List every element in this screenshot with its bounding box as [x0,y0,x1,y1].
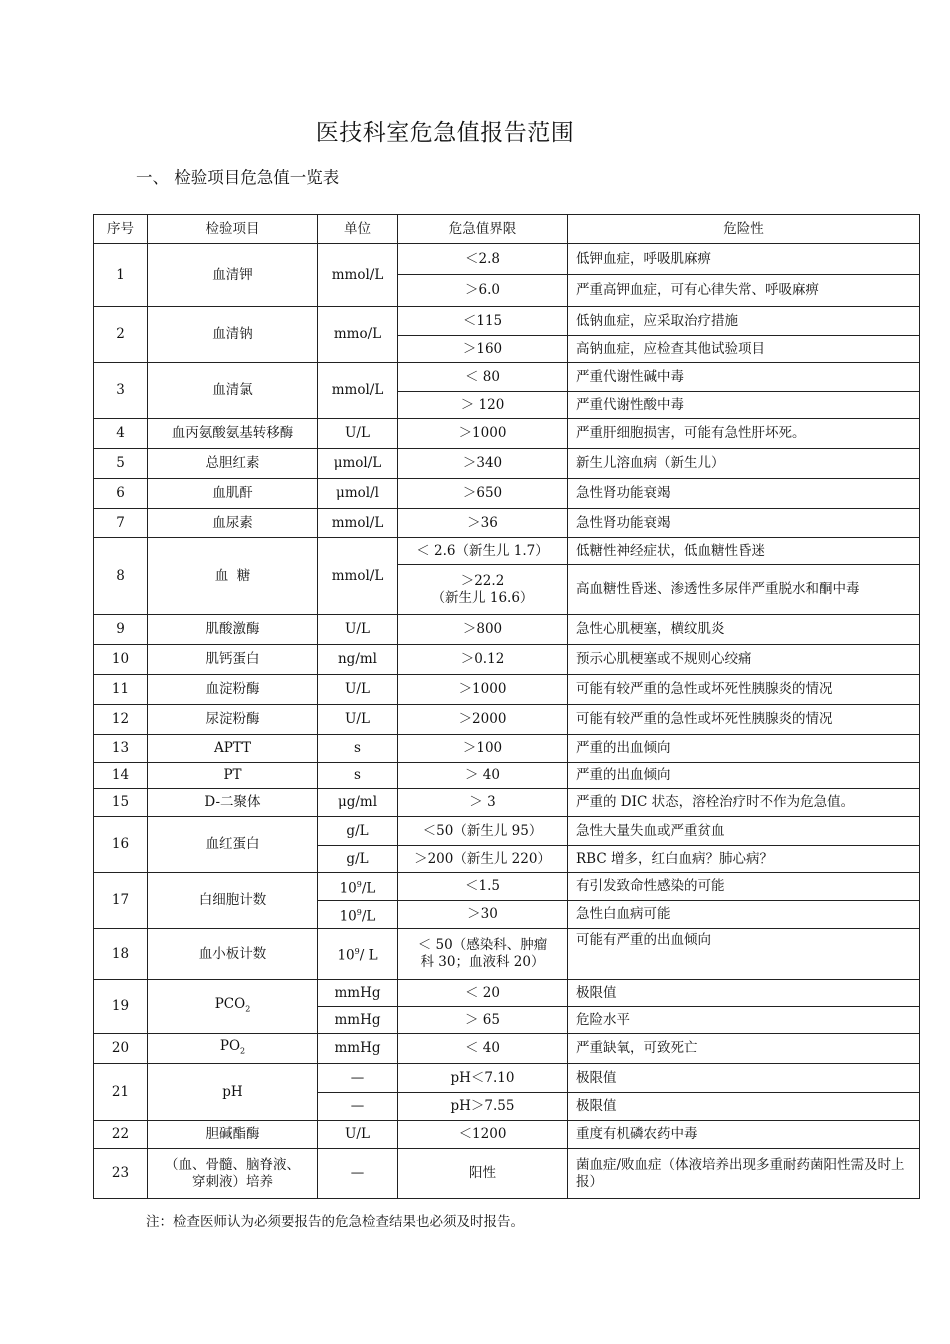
table-row [94,763,920,789]
row-danger: 严重代谢性碱中毒 [568,363,920,392]
row-danger: 高血糖性昏迷、渗透性多尿伴严重脱水和酮中毒 [568,565,920,615]
row-no: 7 [94,509,148,538]
row-limit: ＞100 [398,735,568,763]
row-no: 15 [94,789,148,817]
row-limit: ＜ 80 [398,363,568,392]
row-unit: mmHg [318,980,398,1007]
row-item: 胆碱酯酶 [148,1121,318,1149]
row-danger: 低钾血症，呼吸肌麻痹 [568,244,920,275]
row-unit: g/L [318,846,398,873]
row-item: 血红蛋白 [148,817,318,873]
footnote: 注：检查医师认为必须要报告的危急检查结果也必须及时报告。 [146,1214,524,1230]
row-no: 9 [94,615,148,645]
row-limit: ＜ 40 [398,1034,568,1064]
row-item: 血肌酐 [148,479,318,509]
row-limit: ＞1000 [398,675,568,705]
header-unit: 单位 [318,215,398,244]
critical-values-table [93,214,920,1199]
row-danger: 高钠血症，应检查其他试验项目 [568,336,920,363]
row-item: 血尿素 [148,509,318,538]
row-unit: U/L [318,615,398,645]
row-item: D-二聚体 [148,789,318,817]
row-no: 10 [94,645,148,675]
row-danger: 重度有机磷农药中毒 [568,1121,920,1149]
row-unit: U/L [318,419,398,449]
row-danger: 可能有严重的出血倾向 [568,929,920,980]
row-no: 17 [94,873,148,929]
row-item: PT [148,763,318,789]
row-item: 血清氯 [148,363,318,419]
row-item: APTT [148,735,318,763]
row-no: 6 [94,479,148,509]
row-limit: ＞800 [398,615,568,645]
row-limit: ＞ 3 [398,789,568,817]
table-row [94,479,920,509]
table-row [94,735,920,763]
row-unit: s [318,763,398,789]
limit-line: 科 30；血液科 20） [420,954,545,970]
header-item: 检验项目 [148,215,318,244]
row-limit: ＞ 40 [398,763,568,789]
table-row [94,244,920,275]
row-no: 22 [94,1121,148,1149]
table-row [94,1034,920,1064]
row-danger: 极限值 [568,1093,920,1121]
row-unit: mmol/L [318,363,398,419]
row-unit: mmol/L [318,509,398,538]
section-heading: 一、 检验项目危急值一览表 [136,168,340,187]
row-no: 3 [94,363,148,419]
table-row [94,675,920,705]
limit-line: ＜ 50（感染科、肿瘤 [417,937,548,953]
row-unit: mmol/L [318,538,398,615]
row-limit: pH＞7.55 [398,1093,568,1121]
row-no: 5 [94,449,148,479]
row-item: 血清钾 [148,244,318,307]
row-danger: 急性白血病可能 [568,901,920,929]
row-limit: ＞160 [398,336,568,363]
row-danger: RBC 增多，红白血病？肺心病？ [568,846,920,873]
table-row [94,615,920,645]
row-no: 4 [94,419,148,449]
table-row [94,1121,920,1149]
row-limit: ＞ 120 [398,392,568,419]
table-row [94,645,920,675]
row-danger: 危险水平 [568,1007,920,1034]
row-no: 1 [94,244,148,307]
table-row [94,509,920,538]
row-no: 21 [94,1064,148,1121]
row-limit: ＞200（新生儿 220） [398,846,568,873]
row-danger: 极限值 [568,1064,920,1093]
item-line: 穿刺液）培养 [192,1173,273,1190]
row-limit: ＜2.8 [398,244,568,275]
row-item: 血丙氨酸氨基转移酶 [148,419,318,449]
row-limit: ＞30 [398,901,568,929]
table-row [94,705,920,735]
row-danger: 可能有较严重的急性或坏死性胰腺炎的情况 [568,705,920,735]
table-row [94,929,920,980]
row-unit: g/L [318,817,398,846]
limit-line: （新生儿 16.6） [431,589,534,606]
row-limit: ＜ 2.6（新生儿 1.7） [398,538,568,565]
table-row [94,363,920,392]
table-row [94,980,920,1007]
table-header-row [94,215,920,244]
row-limit: ＞ 65 [398,1007,568,1034]
row-no: 14 [94,763,148,789]
row-no: 20 [94,1034,148,1064]
row-no: 13 [94,735,148,763]
row-danger: 菌血症/败血症（体液培养出现多重耐药菌阳性需及时上报） [568,1149,920,1199]
row-unit: $10^9/L$ [318,873,398,901]
row-no: 2 [94,307,148,363]
row-unit: μg/ml [318,789,398,817]
row-danger: 严重肝细胞损害，可能有急性肝坏死。 [568,419,920,449]
row-no: 16 [94,817,148,873]
row-danger: 低糖性神经症状，低血糖性昏迷 [568,538,920,565]
row-danger: 有引发致命性感染的可能 [568,873,920,901]
row-unit: mmo/L [318,307,398,363]
table-row [94,817,920,846]
table-row [94,1149,920,1199]
table-row [94,873,920,901]
row-danger: 严重的出血倾向 [568,763,920,789]
row-danger: 严重代谢性酸中毒 [568,392,920,419]
row-limit [398,565,568,615]
row-item: 肌酸激酶 [148,615,318,645]
row-limit: ＞2000 [398,705,568,735]
row-danger: 严重缺氧，可致死亡 [568,1034,920,1064]
row-unit: mmHg [318,1034,398,1064]
row-unit: mmHg [318,1007,398,1034]
row-unit: ng/ml [318,645,398,675]
row-unit: s [318,735,398,763]
row-danger: 急性肾功能衰竭 [568,479,920,509]
row-danger: 严重高钾血症，可有心律失常、呼吸麻痹 [568,275,920,307]
row-item: $PO_2$ [148,1034,318,1064]
row-limit: ＜1.5 [398,873,568,901]
table-row [94,1064,920,1093]
row-no: 23 [94,1149,148,1199]
row-unit: — [318,1064,398,1093]
row-item: 总胆红素 [148,449,318,479]
row-danger: 急性心肌梗塞，横纹肌炎 [568,615,920,645]
row-limit: ＞36 [398,509,568,538]
row-item: 血清钠 [148,307,318,363]
row-no: 18 [94,929,148,980]
row-unit: — [318,1149,398,1199]
table-row [94,419,920,449]
row-unit: U/L [318,675,398,705]
row-limit: pH＜7.10 [398,1064,568,1093]
row-limit: ＞340 [398,449,568,479]
row-item: 尿淀粉酶 [148,705,318,735]
row-item [148,1149,318,1199]
row-limit: ＜1200 [398,1121,568,1149]
header-limit: 危急值界限 [398,215,568,244]
item-line: （血、骨髓、脑脊液、 [165,1156,300,1173]
row-unit: U/L [318,705,398,735]
row-limit: ＞0.12 [398,645,568,675]
limit-line: ＞22.2 [460,572,505,589]
row-limit: ＞6.0 [398,275,568,307]
row-unit: μmol/L [318,449,398,479]
row-limit: ＜ 20 [398,980,568,1007]
row-limit: ＜50（新生儿 95） [398,817,568,846]
row-unit: $10^9/$ L [318,929,398,980]
row-no: 8 [94,538,148,615]
row-item: 白细胞计数 [148,873,318,929]
row-unit: mmol/L [318,244,398,307]
row-danger: 严重的 DIC 状态，溶栓治疗时不作为危急值。 [568,789,920,817]
row-item: 血小板计数 [148,929,318,980]
table-row [94,449,920,479]
row-item: $PCO_2$ [148,980,318,1034]
row-danger: 低钠血症，应采取治疗措施 [568,307,920,336]
row-item: 肌钙蛋白 [148,645,318,675]
row-no: 11 [94,675,148,705]
row-item: 血 糖 [148,538,318,615]
row-limit [398,929,568,980]
table-row [94,307,920,336]
row-unit: μmol/l [318,479,398,509]
table-row [94,538,920,565]
row-limit: ＞1000 [398,419,568,449]
table-row [94,789,920,817]
row-item: pH [148,1064,318,1121]
document-title: 医技科室危急值报告范围 [315,120,575,146]
row-danger: 急性肾功能衰竭 [568,509,920,538]
header-no: 序号 [94,215,148,244]
row-limit: ＞650 [398,479,568,509]
row-danger: 极限值 [568,980,920,1007]
row-no: 19 [94,980,148,1034]
row-unit: U/L [318,1121,398,1149]
row-danger: 急性大量失血或严重贫血 [568,817,920,846]
row-danger: 预示心肌梗塞或不规则心绞痛 [568,645,920,675]
row-item: 血淀粉酶 [148,675,318,705]
row-unit: $10^9/L$ [318,901,398,929]
row-limit: ＜115 [398,307,568,336]
row-danger: 严重的出血倾向 [568,735,920,763]
row-no: 12 [94,705,148,735]
row-unit: — [318,1093,398,1121]
row-danger: 新生儿溶血病（新生儿） [568,449,920,479]
header-danger: 危险性 [568,215,920,244]
row-danger: 可能有较严重的急性或坏死性胰腺炎的情况 [568,675,920,705]
row-limit: 阳性 [398,1149,568,1199]
